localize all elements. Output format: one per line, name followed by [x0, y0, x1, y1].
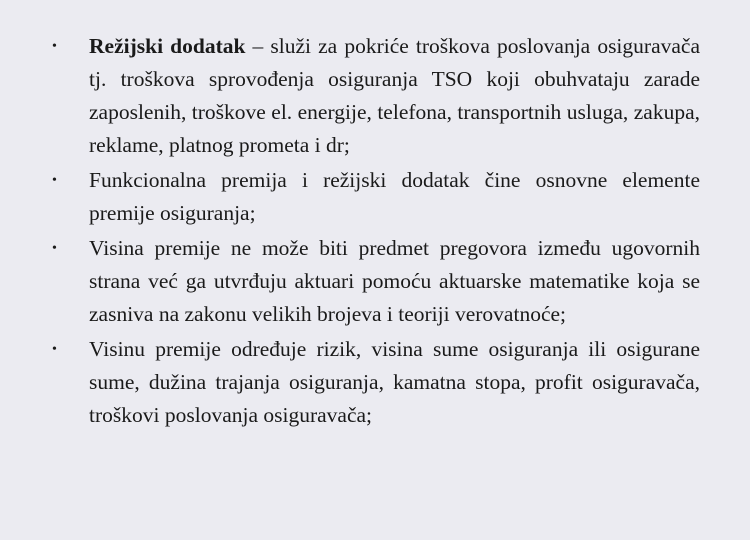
bullet-text: Visina premije ne može biti predmet pregovora između ugovornih strana već ga utvrđuju aktuari pomoću aktuarske matematike koja se zasniva na zakonu velikih brojeva i teoriji verovatnoće; [89, 236, 700, 326]
bullet-icon: • [52, 241, 57, 256]
bullet-text: Funkcionalna premija i režijski dodatak čine osnovne elemente premije osiguranja; [89, 168, 700, 225]
bullet-text: – služi za pokriće troškova poslovanja osiguravača tj. troškova sprovođenja osiguranja TSO koji obuhvataju zarade zaposlenih, troškove el. energije, telefona, transportnih usluga, zakupa, reklame, platnog prometa i dr; [89, 34, 700, 157]
bullet-list [52, 30, 700, 432]
bullet-bold-term: Režijski dodatak [89, 34, 246, 58]
bullet-item-4 [52, 333, 700, 432]
bullet-text: Visinu premije određuje rizik, visina sume osiguranja ili osigurane sume, dužina trajanja osiguranja, kamatna stopa, profit osiguravača, troškovi poslovanja osiguravača; [89, 337, 700, 427]
bullet-item-2 [52, 164, 700, 230]
bullet-icon: • [52, 173, 57, 188]
bullet-item-3 [52, 232, 700, 331]
bullet-icon: • [52, 39, 57, 54]
bullet-item-1 [52, 30, 700, 162]
bullet-icon: • [52, 342, 57, 357]
